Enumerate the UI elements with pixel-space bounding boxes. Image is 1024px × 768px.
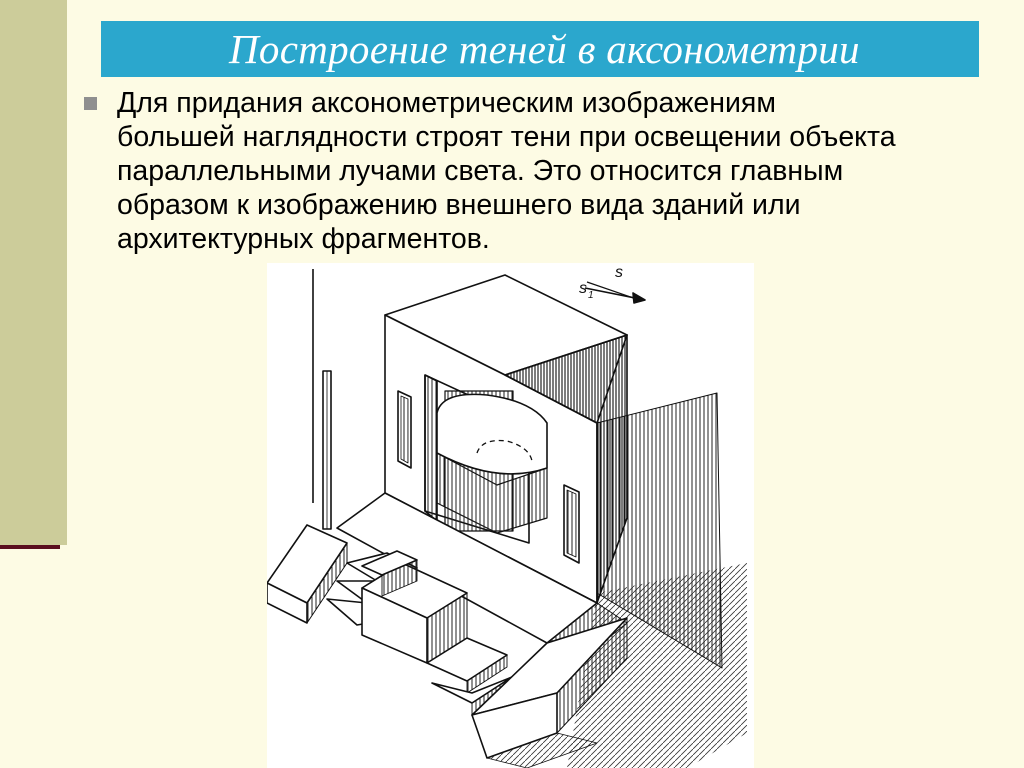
light-label-s1: s bbox=[579, 280, 587, 297]
light-label-s: s bbox=[615, 264, 623, 281]
side-decor-strip bbox=[0, 0, 67, 545]
title-bar bbox=[101, 21, 979, 77]
slide-title: Построение теней в аксонометрии bbox=[229, 26, 860, 72]
axonometric-shadow-figure bbox=[267, 263, 754, 768]
side-accent-line bbox=[0, 545, 60, 549]
body-paragraph: Для придания аксонометрическим изображениям большей наглядности строят тени при освещении объекта параллельными лучами света. Это относится главным образом к изображению внешнего вида зданий или архитектурных фрагментов. bbox=[117, 87, 896, 255]
building-drawing bbox=[267, 263, 754, 768]
bullet-icon bbox=[84, 97, 97, 110]
light-label-s1-sub: 1 bbox=[588, 290, 594, 301]
